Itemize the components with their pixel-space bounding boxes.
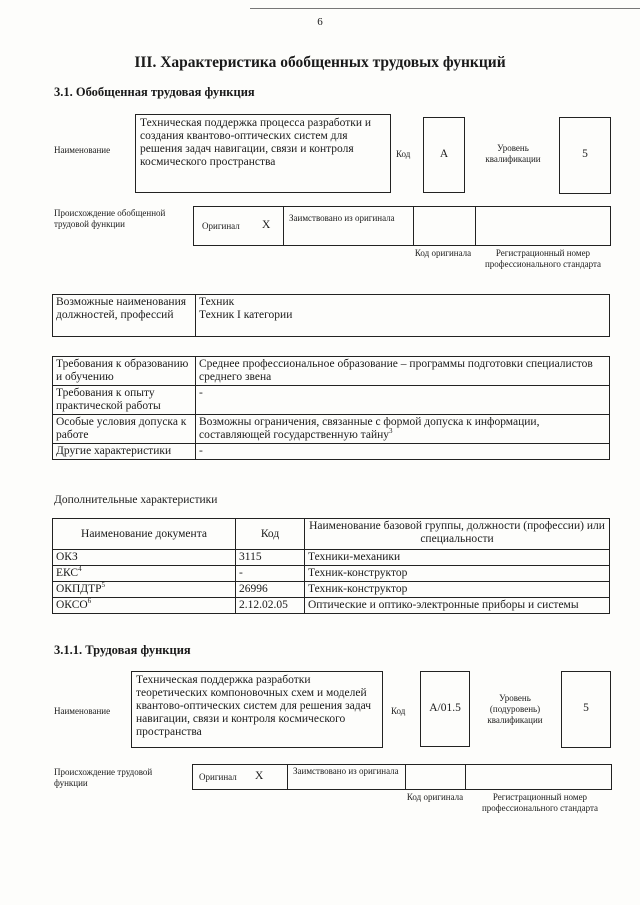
gtf-name-label: Наименование xyxy=(54,145,111,155)
additional-heading: Дополнительные характеристики xyxy=(54,494,218,506)
positions-table xyxy=(52,294,610,337)
gtf-heading: 3.1. Обобщенная трудовая функция xyxy=(54,85,255,99)
divider xyxy=(283,207,284,245)
divider xyxy=(475,207,476,245)
requirement-value xyxy=(196,415,610,444)
positions-label: Возможные наименования должностей, профессий xyxy=(53,295,196,337)
requirement-label: Требования к образованию и обучению xyxy=(53,357,196,386)
requirement-value: - xyxy=(196,386,610,415)
doc-cell xyxy=(53,550,236,566)
footnote-ref: 6 xyxy=(87,597,92,606)
table-header-row xyxy=(53,519,610,550)
column-header: Наименование базовой группы, должности (профессии) или специальности xyxy=(305,519,610,550)
gtf-code-original-label: Код оригинала xyxy=(414,248,472,258)
doc-cell xyxy=(53,566,236,582)
gtf-code-value: A xyxy=(423,117,465,193)
name-cell: Оптические и оптико-электронные приборы и системы xyxy=(305,598,610,614)
table-row xyxy=(53,582,610,598)
requirement-row xyxy=(53,444,610,460)
tf-name-value: Техническая поддержка разработки теоретических компоновочных схем и моделей квантово-оптических систем для решения задач навигации, связи и контроля космического пространства xyxy=(131,671,383,748)
requirement-row xyxy=(53,386,610,415)
tf-reg-number-label: Регистрационный номер профессионального стандарта xyxy=(481,792,599,813)
requirement-row xyxy=(53,415,610,444)
code-cell: - xyxy=(236,566,305,582)
doc-name: ОКСО xyxy=(56,599,88,611)
footnote-ref: 3 xyxy=(389,427,393,436)
divider xyxy=(465,765,466,789)
requirement-label: Особые условия допуска к работе xyxy=(53,415,196,444)
gtf-code-label: Код xyxy=(396,149,411,159)
gtf-origin-label: Происхождение обобщенной трудовой функции xyxy=(54,208,166,229)
doc-cell xyxy=(53,582,236,598)
requirement-label: Требования к опыту практической работы xyxy=(53,386,196,415)
doc-name: ЕКС xyxy=(56,567,79,579)
tf-code-original-label: Код оригинала xyxy=(406,792,464,802)
divider xyxy=(413,207,414,245)
code-cell: 26996 xyxy=(236,582,305,598)
top-rule xyxy=(250,8,640,9)
position-item: Техник xyxy=(199,296,235,308)
position-item: Техник I категории xyxy=(199,309,293,321)
tf-heading: 3.1.1. Трудовая функция xyxy=(54,643,191,657)
requirement-row xyxy=(53,357,610,386)
requirement-value: Среднее профессиональное образование – программы подготовки специалистов среднего звена xyxy=(196,357,610,386)
tf-level-value: 5 xyxy=(561,671,611,748)
requirements-table xyxy=(52,356,610,460)
tf-code-label: Код xyxy=(391,706,406,716)
requirement-label: Другие характеристики xyxy=(53,444,196,460)
tf-original-label: Оригинал xyxy=(199,772,237,782)
doc-name: ОКПДТР xyxy=(56,583,102,595)
requirement-text: Возможны ограничения, связанные с формой допуска к информации, составляющей государственную тайну xyxy=(199,416,540,441)
section-title: III. Характеристика обобщенных трудовых функций xyxy=(134,54,506,71)
gtf-level-value: 5 xyxy=(559,117,611,194)
footnote-ref: 4 xyxy=(78,565,82,574)
positions-values xyxy=(196,295,610,337)
divider xyxy=(405,765,406,789)
tf-level-label: Уровень (подуровень) квалификации xyxy=(487,693,543,725)
name-cell: Техники-механики xyxy=(305,550,610,566)
code-cell: 3115 xyxy=(236,550,305,566)
code-cell: 2.12.02.05 xyxy=(236,598,305,614)
table-row xyxy=(53,598,610,614)
divider xyxy=(287,765,288,789)
name-cell: Техник-конструктор xyxy=(305,582,610,598)
tf-borrowed-label: Заимствовано из оригинала xyxy=(293,766,399,776)
gtf-reg-number-label: Регистрационный номер профессионального стандарта xyxy=(484,248,602,269)
gtf-borrowed-label: Заимствовано из оригинала xyxy=(289,213,395,223)
doc-cell xyxy=(53,598,236,614)
gtf-original-mark: X xyxy=(262,219,271,231)
doc-name: ОКЗ xyxy=(56,551,78,563)
table-row xyxy=(53,566,610,582)
additional-table xyxy=(52,518,610,614)
tf-original-mark: X xyxy=(255,770,264,782)
column-header: Код xyxy=(236,519,305,550)
column-header: Наименование документа xyxy=(53,519,236,550)
tf-name-label: Наименование xyxy=(54,706,111,716)
table-row xyxy=(53,550,610,566)
requirement-value: - xyxy=(196,444,610,460)
name-cell: Техник-конструктор xyxy=(305,566,610,582)
gtf-name-value: Техническая поддержка процесса разработки и создания квантово-оптических систем для решения задач навигации, связи и контроля космического пространства xyxy=(135,114,391,193)
gtf-original-label: Оригинал xyxy=(202,221,240,231)
gtf-level-label: Уровень квалификации xyxy=(485,143,541,164)
tf-origin-label: Происхождение трудовой функции xyxy=(54,767,153,788)
footnote-ref: 5 xyxy=(101,581,106,590)
gtf-origin-box xyxy=(193,206,611,246)
tf-code-value: A/01.5 xyxy=(420,671,470,747)
tf-origin-box xyxy=(192,764,612,790)
page-number: 6 xyxy=(317,16,323,28)
